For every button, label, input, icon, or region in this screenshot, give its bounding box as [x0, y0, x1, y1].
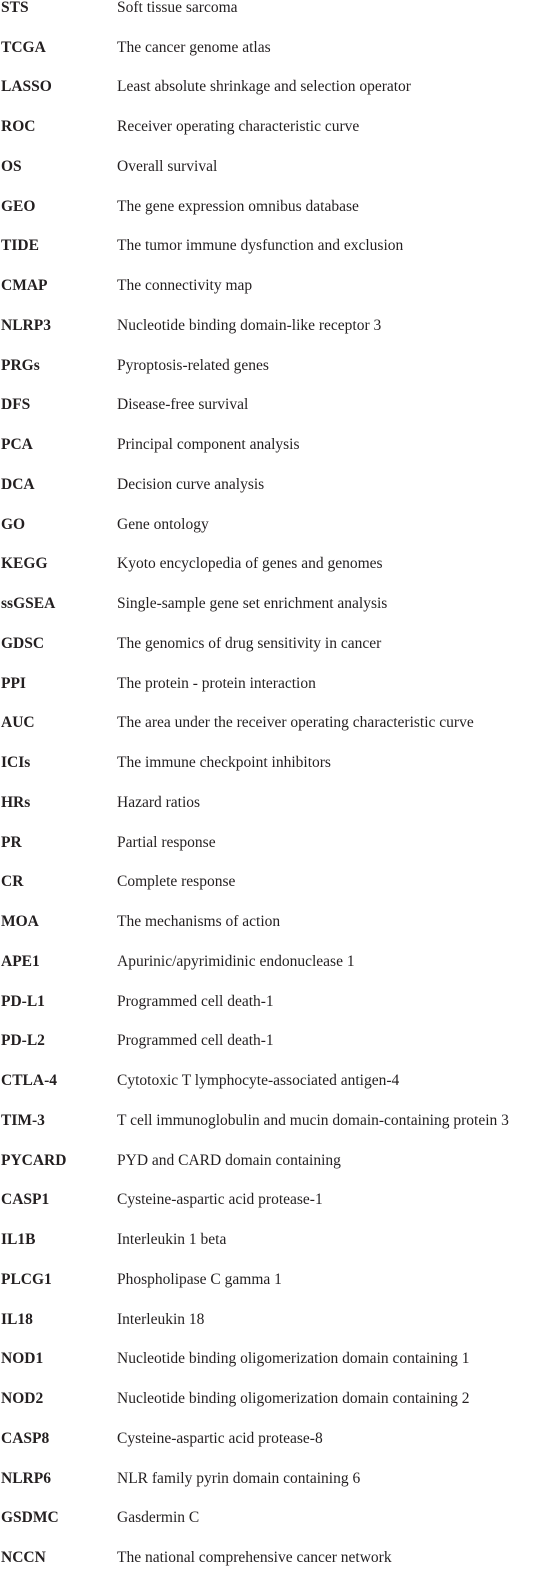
- abbreviation-definition: The genomics of drug sensitivity in cancer: [117, 634, 382, 652]
- abbreviation-term: GSDMC: [1, 1509, 59, 1527]
- abbreviation-row: [0, 743, 558, 783]
- abbreviation-term: IL1B: [1, 1231, 36, 1249]
- abbreviation-term: GDSC: [1, 634, 45, 652]
- abbreviation-row: [0, 1220, 558, 1260]
- abbreviation-definition: Programmed cell death-1: [117, 1032, 274, 1050]
- abbreviation-row: [0, 1022, 558, 1062]
- abbreviation-term: TCGA: [1, 38, 46, 56]
- abbreviation-row: [0, 1379, 558, 1419]
- abbreviation-row: [0, 664, 558, 704]
- abbreviation-row: [0, 1419, 558, 1459]
- abbreviation-row: [0, 346, 558, 386]
- abbreviation-row: [0, 0, 558, 28]
- abbreviation-definition: NLR family pyrin domain containing 6: [117, 1469, 361, 1487]
- abbreviation-term: PR: [1, 833, 22, 851]
- abbreviation-term: NOD2: [1, 1390, 44, 1408]
- abbreviation-row: [0, 306, 558, 346]
- abbreviation-row: [0, 1061, 558, 1101]
- abbreviation-definition: The national comprehensive cancer network: [117, 1549, 392, 1567]
- abbreviation-term: PRGs: [1, 356, 40, 374]
- abbreviation-definition: The gene expression omnibus database: [117, 197, 359, 215]
- abbreviation-definition: Gene ontology: [117, 515, 209, 533]
- abbreviation-definition: Principal component analysis: [117, 436, 300, 454]
- abbreviation-row: [0, 425, 558, 465]
- abbreviation-term: ssGSEA: [1, 595, 56, 613]
- abbreviation-row: [0, 1459, 558, 1499]
- abbreviation-row: [0, 68, 558, 108]
- abbreviation-row: [0, 505, 558, 545]
- abbreviation-row: [0, 1181, 558, 1221]
- abbreviation-term: TIDE: [1, 237, 39, 255]
- abbreviation-term: CASP1: [1, 1191, 50, 1209]
- abbreviation-term: DFS: [1, 396, 31, 414]
- abbreviation-definition: Programmed cell death-1: [117, 992, 274, 1010]
- abbreviation-row: [0, 584, 558, 624]
- abbreviation-definition: Cytotoxic T lymphocyte-associated antigen-4: [117, 1072, 400, 1090]
- abbreviation-term: PLCG1: [1, 1270, 52, 1288]
- abbreviation-row: [0, 1260, 558, 1300]
- abbreviation-row: [0, 1538, 558, 1578]
- abbreviation-definition: Cysteine-aspartic acid protease-8: [117, 1429, 323, 1447]
- abbreviation-row: [0, 1340, 558, 1380]
- abbreviation-term: AUC: [1, 714, 35, 732]
- abbreviation-definition: Nucleotide binding oligomerization domain containing 1: [117, 1350, 470, 1368]
- abbreviation-row: [0, 28, 558, 68]
- abbreviation-row: [0, 783, 558, 823]
- abbreviation-row: [0, 187, 558, 227]
- abbreviation-term: PD-L2: [1, 1032, 45, 1050]
- abbreviation-term: NCCN: [1, 1549, 46, 1567]
- abbreviation-definition: Least absolute shrinkage and selection operator: [117, 78, 411, 96]
- abbreviation-term: HRs: [1, 793, 31, 811]
- abbreviation-definition: The protein - protein interaction: [117, 674, 316, 692]
- abbreviation-row: [0, 823, 558, 863]
- abbreviation-definition: The tumor immune dysfunction and exclusion: [117, 237, 404, 255]
- abbreviation-row: [0, 982, 558, 1022]
- abbreviation-term: LASSO: [1, 78, 52, 96]
- abbreviation-term: STS: [1, 0, 29, 16]
- abbreviation-definition: Receiver operating characteristic curve: [117, 118, 360, 136]
- abbreviation-term: PYCARD: [1, 1151, 67, 1169]
- abbreviation-definition: Overall survival: [117, 157, 218, 175]
- abbreviation-definition: The area under the receiver operating characteristic curve: [117, 714, 474, 732]
- abbreviation-term: ROC: [1, 118, 36, 136]
- abbreviation-definition: The immune checkpoint inhibitors: [117, 754, 331, 772]
- abbreviation-definition: Nucleotide binding domain-like receptor 3: [117, 316, 382, 334]
- abbreviation-definition: Pyroptosis-related genes: [117, 356, 269, 374]
- abbreviation-term: IL18: [1, 1310, 33, 1328]
- abbreviation-row: [0, 624, 558, 664]
- abbreviation-term: NLRP6: [1, 1469, 51, 1487]
- abbreviation-term: CASP8: [1, 1429, 50, 1447]
- abbreviation-definition: Phospholipase C gamma 1: [117, 1270, 282, 1288]
- abbreviation-term: APE1: [1, 952, 40, 970]
- abbreviation-definition: Interleukin 1 beta: [117, 1231, 227, 1249]
- abbreviation-row: [0, 1101, 558, 1141]
- abbreviation-term: PPI: [1, 674, 26, 692]
- abbreviation-row: [0, 942, 558, 982]
- abbreviation-definition: The cancer genome atlas: [117, 38, 271, 56]
- abbreviation-term: GEO: [1, 197, 36, 215]
- abbreviation-row: [0, 147, 558, 187]
- abbreviation-term: TIM-3: [1, 1111, 45, 1129]
- abbreviation-row: [0, 902, 558, 942]
- abbreviation-term: CR: [1, 873, 24, 891]
- abbreviation-term: NOD1: [1, 1350, 44, 1368]
- abbreviation-term: OS: [1, 157, 22, 175]
- abbreviation-term: NLRP3: [1, 316, 51, 334]
- abbreviation-row: [0, 863, 558, 903]
- abbreviation-term: CMAP: [1, 277, 48, 295]
- abbreviation-term: PCA: [1, 436, 33, 454]
- abbreviation-row: [0, 266, 558, 306]
- abbreviation-definition: Apurinic/apyrimidinic endonuclease 1: [117, 952, 355, 970]
- abbreviation-definition: Partial response: [117, 833, 216, 851]
- abbreviation-row: [0, 545, 558, 585]
- abbreviation-definition: Interleukin 18: [117, 1310, 205, 1328]
- abbreviation-definition: Nucleotide binding oligomerization domain containing 2: [117, 1390, 470, 1408]
- abbreviation-definition: T cell immunoglobulin and mucin domain-containing protein 3: [117, 1111, 509, 1129]
- abbreviation-definition: The connectivity map: [117, 277, 253, 295]
- abbreviation-row: [0, 107, 558, 147]
- abbreviation-row: [0, 1499, 558, 1539]
- abbreviation-definition: The mechanisms of action: [117, 913, 281, 931]
- abbreviation-term: PD-L1: [1, 992, 45, 1010]
- abbreviation-term: ICIs: [1, 754, 31, 772]
- abbreviation-definition: Hazard ratios: [117, 793, 201, 811]
- abbreviation-definition: Disease-free survival: [117, 396, 249, 414]
- abbreviation-definition: Cysteine-aspartic acid protease-1: [117, 1191, 323, 1209]
- abbreviation-definition: Single-sample gene set enrichment analysis: [117, 595, 388, 613]
- abbreviation-row: [0, 1141, 558, 1181]
- abbreviation-row: [0, 386, 558, 426]
- abbreviation-term: MOA: [1, 913, 39, 931]
- abbreviation-term: KEGG: [1, 555, 48, 573]
- abbreviation-definition: Soft tissue sarcoma: [117, 0, 238, 16]
- abbreviation-row: [0, 227, 558, 267]
- abbreviation-row: [0, 704, 558, 744]
- abbreviation-row: [0, 465, 558, 505]
- abbreviation-row: [0, 1300, 558, 1340]
- abbreviation-definition: Gasdermin C: [117, 1509, 200, 1527]
- abbreviation-definition: Complete response: [117, 873, 236, 891]
- abbreviation-term: GO: [1, 515, 26, 533]
- abbreviation-definition: PYD and CARD domain containing: [117, 1151, 341, 1169]
- abbreviation-definition: Decision curve analysis: [117, 475, 265, 493]
- abbreviation-term: CTLA-4: [1, 1072, 57, 1090]
- abbreviation-term: DCA: [1, 475, 35, 493]
- abbreviation-definition: Kyoto encyclopedia of genes and genomes: [117, 555, 383, 573]
